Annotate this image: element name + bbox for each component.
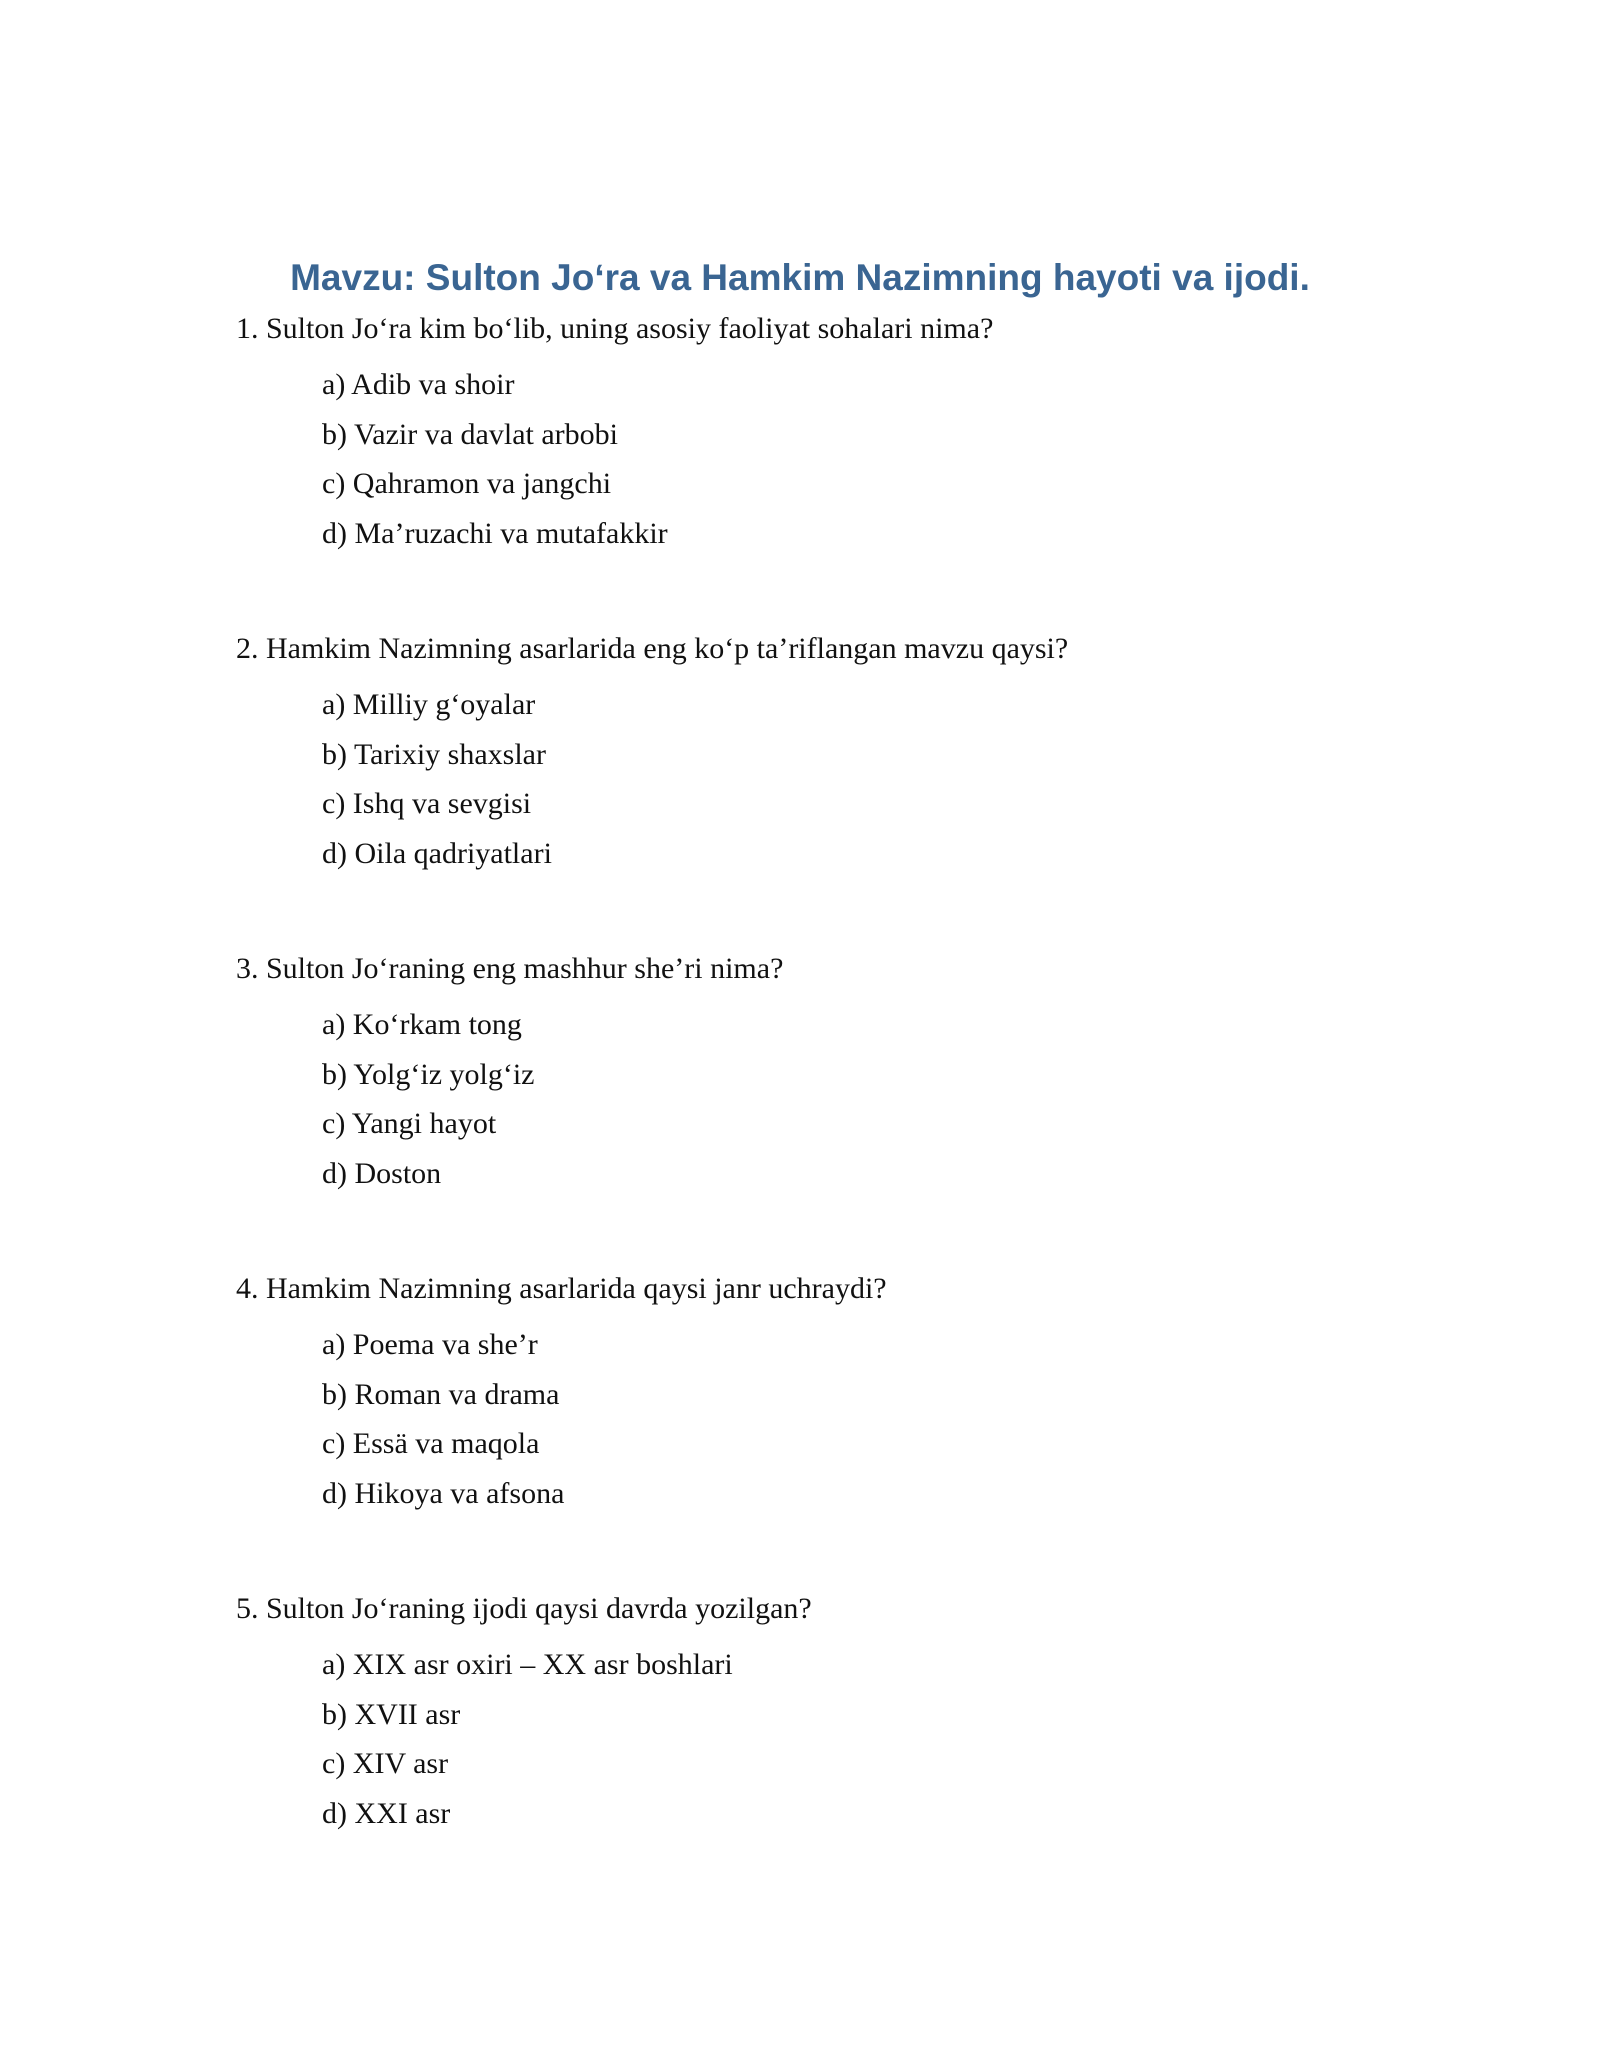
answer-option-d: d) Oila qadriyatlari	[322, 836, 552, 870]
question-text: 4. Hamkim Nazimning asarlarida qaysi janr uchraydi?	[236, 1272, 887, 1305]
question-2	[236, 624, 1436, 878]
answer-option-b: b) Tarixiy shaxslar	[322, 737, 546, 771]
answer-option-b: b) XVII asr	[322, 1697, 461, 1731]
question-5	[236, 1584, 1436, 1838]
answer-option-a: a) XIX asr oxiri – XX asr boshlari	[322, 1648, 733, 1681]
page-title: Mavzu: Sulton Jo‘ra va Hamkim Nazimning hayoti va ijodi.	[290, 257, 1310, 298]
question-text: 1. Sulton Jo‘ra kim bo‘lib, uning asosiy faoliyat sohalari nima?	[236, 312, 994, 345]
answer-option-c: c) XIV asr	[322, 1747, 449, 1780]
answer-option-b: b) Vazir va davlat arbobi	[322, 417, 619, 451]
answer-option-a: a) Poema va she’r	[322, 1328, 538, 1361]
answer-option-d: d) Ma’ruzachi va mutafakkir	[322, 516, 668, 550]
answer-option-d: d) XXI asr	[322, 1796, 451, 1830]
answer-option-b: b) Roman va drama	[322, 1377, 560, 1411]
answer-option-c: c) Essä va maqola	[322, 1427, 540, 1460]
question-4	[236, 1264, 1436, 1518]
answer-options	[236, 1000, 1436, 1198]
question-list	[236, 304, 1436, 1904]
answer-option-a: a) Milliy g‘oyalar	[322, 688, 536, 721]
question-text: 5. Sulton Jo‘raning ijodi qaysi davrda yozilgan?	[236, 1592, 812, 1625]
answer-options	[236, 1640, 1436, 1838]
answer-option-c: c) Qahramon va jangchi	[322, 467, 612, 500]
answer-option-c: c) Yangi hayot	[322, 1107, 497, 1140]
answer-option-a: a) Ko‘rkam tong	[322, 1008, 522, 1041]
answer-option-a: a) Adib va shoir	[322, 368, 515, 401]
question-1	[236, 304, 1436, 558]
question-text: 2. Hamkim Nazimning asarlarida eng ko‘p ta’riflangan mavzu qaysi?	[236, 632, 1069, 665]
question-text: 3. Sulton Jo‘raning eng mashhur she’ri nima?	[236, 952, 784, 985]
answer-options	[236, 360, 1436, 558]
answer-option-d: d) Doston	[322, 1156, 442, 1190]
answer-option-b: b) Yolg‘iz yolg‘iz	[322, 1057, 535, 1091]
answer-option-c: c) Ishq va sevgisi	[322, 787, 532, 820]
answer-options	[236, 1320, 1436, 1518]
answer-option-d: d) Hikoya va afsona	[322, 1476, 565, 1510]
answer-options	[236, 680, 1436, 878]
question-3	[236, 944, 1436, 1198]
